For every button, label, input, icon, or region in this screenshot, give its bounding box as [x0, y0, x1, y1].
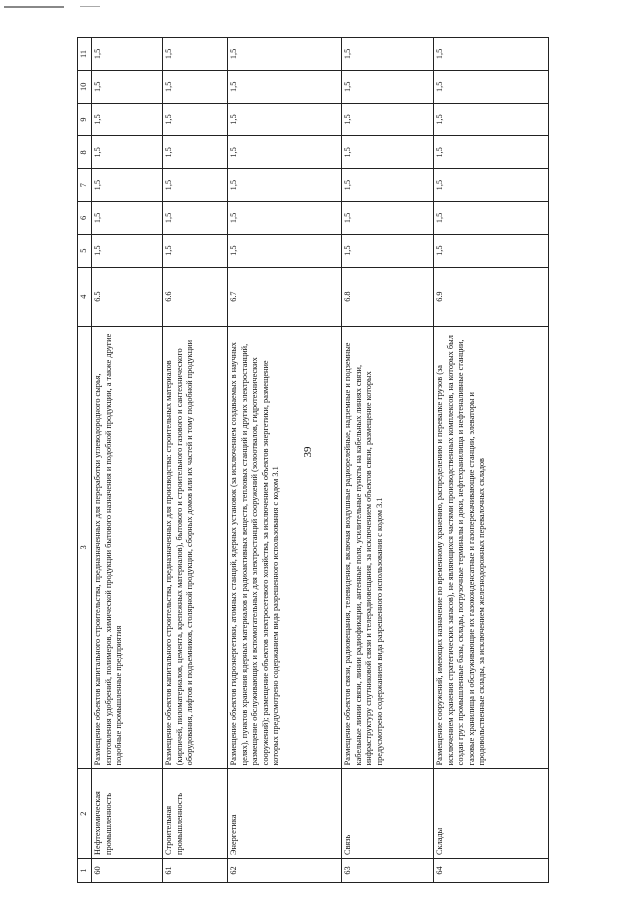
column-header: 10	[78, 70, 92, 103]
column-header: 11	[78, 38, 92, 71]
rotated-table-container	[77, 37, 640, 883]
row-name: Нефтехимическая промышленность	[92, 769, 163, 859]
row-value: 1,5	[434, 169, 549, 202]
land-use-table	[77, 37, 549, 883]
row-code: 6.9	[434, 267, 549, 326]
row-value: 1,5	[163, 70, 228, 103]
row-code: 6.6	[163, 267, 228, 326]
header-row	[78, 38, 92, 883]
row-value: 1,5	[228, 136, 342, 169]
row-name: Строительная промышленность	[163, 769, 228, 859]
row-value: 1,5	[342, 202, 434, 235]
row-value: 1,5	[163, 169, 228, 202]
row-value: 1,5	[342, 136, 434, 169]
row-number: 64	[434, 858, 549, 882]
row-name: Склады	[434, 769, 549, 859]
table-row	[92, 38, 163, 883]
row-description: Размещение объектов капитального строительства, предназначенных для производства: строительных материалов (кирпичей, пиломатериалов, цемента, крепежных материалов), бытового и строительного газового и сантехнического оборудования, лифтов и подъемников, столярной продукции, сборных домов или их частей и тому подобной продукции	[163, 326, 228, 769]
row-description: Размещение объектов гидроэнергетики, атомных станций, ядерных установок (за исключением создаваемых в научных целях), пунктов хранения ядерных материалов и радиоактивных веществ, тепловых станций и других электростанций, размещение обслуживающих и вспомогательных для электростанций сооружений (золоотвалов, гидротехнических сооружений); размещение объектов электросетевого хозяйства, за исключением объектов энергетики, размещение которых предусмотрено содержанием вида разрешенного использования с кодом 3.1	[228, 326, 342, 769]
column-header: 6	[78, 202, 92, 235]
row-value: 1,5	[163, 202, 228, 235]
row-description: Размещение объектов капитального строительства, предназначенных для переработки углеводородного сырья, изготовления удобрений, полимеров, химической продукции бытового назначения и подобной продукции, а также другие подобные промышленные предприятия	[92, 326, 163, 769]
row-value: 1,5	[342, 234, 434, 267]
table-row	[342, 38, 434, 883]
top-margin-line	[4, 6, 64, 8]
row-value: 1,5	[434, 38, 549, 71]
row-value: 1,5	[228, 38, 342, 71]
top-margin-line-short	[80, 6, 100, 7]
row-value: 1,5	[92, 70, 163, 103]
row-value: 1,5	[163, 103, 228, 136]
column-header: 2	[78, 769, 92, 859]
row-value: 1,5	[342, 103, 434, 136]
row-number: 61	[163, 858, 228, 882]
row-value: 1,5	[92, 38, 163, 71]
row-value: 1,5	[342, 169, 434, 202]
row-value: 1,5	[434, 234, 549, 267]
row-value: 1,5	[228, 234, 342, 267]
column-header: 3	[78, 326, 92, 769]
row-value: 1,5	[434, 202, 549, 235]
row-code: 6.7	[228, 267, 342, 326]
column-header: 5	[78, 234, 92, 267]
row-value: 1,5	[92, 136, 163, 169]
row-value: 1,5	[163, 136, 228, 169]
row-code: 6.8	[342, 267, 434, 326]
row-value: 1,5	[163, 234, 228, 267]
column-header: 9	[78, 103, 92, 136]
row-value: 1,5	[434, 70, 549, 103]
table-row	[434, 38, 549, 883]
row-value: 1,5	[342, 38, 434, 71]
page-number: 39	[302, 446, 314, 458]
row-code: 6.5	[92, 267, 163, 326]
row-value: 1,5	[228, 202, 342, 235]
column-header: 8	[78, 136, 92, 169]
row-value: 1,5	[228, 70, 342, 103]
row-value: 1,5	[434, 103, 549, 136]
column-header: 7	[78, 169, 92, 202]
row-number: 63	[342, 858, 434, 882]
table-row	[163, 38, 228, 883]
row-value: 1,5	[228, 103, 342, 136]
row-value: 1,5	[228, 169, 342, 202]
row-description: Размещение объектов связи, радиовещания, телевидения, включая воздушные радиорелейные, надземные и подземные кабельные линии связи, линии радиофикации, антенные поля, усилительные пункты на кабельных линиях связи, инфраструктуру спутниковой связи и телерадиовещания, за исключением объектов связи, размещение которых предусмотрено содержанием вида разрешенного использования с кодом 3.1	[342, 326, 434, 769]
row-value: 1,5	[342, 70, 434, 103]
table-row	[228, 38, 342, 883]
row-name: Связь	[342, 769, 434, 859]
row-value: 1,5	[92, 234, 163, 267]
row-description: Размещение сооружений, имеющих назначение по временному хранению, распределению и перевалке грузов (за исключением хранения стратегических запасов), не являющихся частями производственных комплексов, на которых был создан груз: промышленные базы, склады, погрузочные терминалы и доки, нефтехранилища и нефтеналивные станции, газовые хранилища и обслуживающие их газоконденсатные и газоперекачивающие станции, элеваторы и продовольственные склады, за исключением железнодорожных перевалочных складов	[434, 326, 549, 769]
column-header: 1	[78, 858, 92, 882]
row-number: 62	[228, 858, 342, 882]
row-value: 1,5	[92, 202, 163, 235]
row-name: Энергетика	[228, 769, 342, 859]
row-value: 1,5	[92, 103, 163, 136]
row-number: 60	[92, 858, 163, 882]
row-value: 1,5	[163, 38, 228, 71]
row-value: 1,5	[92, 169, 163, 202]
row-value: 1,5	[434, 136, 549, 169]
column-header: 4	[78, 267, 92, 326]
